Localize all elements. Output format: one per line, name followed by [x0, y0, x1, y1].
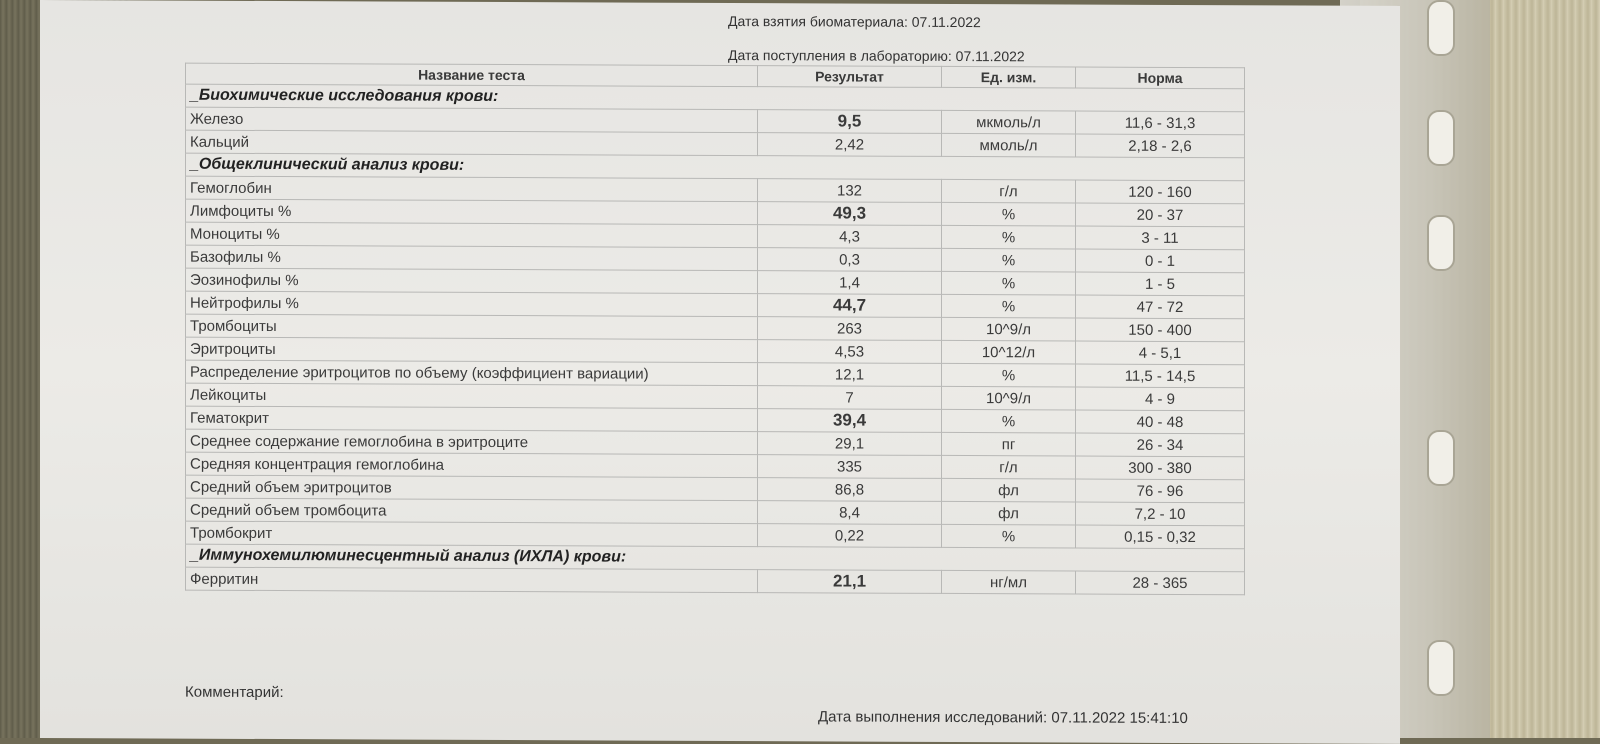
test-norm: 47 - 72: [1076, 295, 1245, 319]
results-body: [186, 84, 1245, 595]
test-result: 44,7: [758, 294, 942, 318]
test-result: 2,42: [758, 133, 942, 157]
test-norm: 11,5 - 14,5: [1076, 364, 1245, 388]
test-result: 12,1: [758, 363, 942, 387]
test-norm: 3 - 11: [1076, 226, 1245, 250]
sample-date: Дата взятия биоматериала: 07.11.2022: [728, 13, 981, 31]
test-unit: ммоль/л: [942, 133, 1076, 157]
test-unit: %: [942, 409, 1076, 433]
test-name: Гематокрит: [186, 406, 758, 431]
test-result: 86,8: [758, 478, 942, 502]
test-norm: 28 - 365: [1076, 571, 1245, 595]
test-unit: 10^9/л: [942, 386, 1076, 410]
test-name: Гемоглобин: [186, 176, 758, 201]
test-name: Эритроциты: [186, 337, 758, 362]
test-norm: 1 - 5: [1076, 272, 1245, 296]
test-result: 335: [758, 455, 942, 479]
table-row: [186, 567, 1245, 595]
test-unit: г/л: [942, 179, 1076, 203]
test-unit: мкмоль/л: [942, 110, 1076, 134]
results-table: [185, 63, 1245, 596]
test-norm: 4 - 5,1: [1076, 341, 1245, 365]
test-result: 0,3: [758, 248, 942, 272]
test-unit: %: [942, 294, 1076, 318]
test-norm: 300 - 380: [1076, 456, 1245, 480]
test-unit: нг/мл: [942, 570, 1076, 594]
test-unit: пг: [942, 432, 1076, 456]
test-name: Средний объем эритроцитов: [186, 475, 758, 500]
test-result: 1,4: [758, 271, 942, 295]
test-name: Кальций: [186, 130, 758, 155]
test-result: 0,22: [758, 524, 942, 548]
test-unit: %: [942, 202, 1076, 226]
test-result: 263: [758, 317, 942, 341]
lab-received-date: Дата поступления в лабораторию: 07.11.2022: [728, 47, 1025, 65]
test-name: Ферритин: [186, 567, 758, 592]
test-unit: %: [942, 248, 1076, 272]
test-name: Средний объем тромбоцита: [186, 498, 758, 523]
test-unit: %: [942, 271, 1076, 295]
test-norm: 0 - 1: [1076, 249, 1245, 273]
test-name: Лейкоциты: [186, 383, 758, 408]
punch-hole-icon: [1427, 640, 1455, 696]
test-result: 132: [758, 179, 942, 203]
test-name: Базофилы %: [186, 245, 758, 270]
column-header-unit: Ед. изм.: [942, 66, 1076, 88]
test-unit: %: [942, 363, 1076, 387]
test-result: 7: [758, 386, 942, 410]
test-norm: 76 - 96: [1076, 479, 1245, 503]
test-norm: 20 - 37: [1076, 203, 1245, 227]
test-name: Среднее содержание гемоглобина в эритроците: [186, 429, 758, 454]
test-result: 8,4: [758, 501, 942, 525]
lab-report-sheet: [40, 0, 1400, 744]
test-norm: 150 - 400: [1076, 318, 1245, 342]
test-name: Лимфоциты %: [186, 199, 758, 224]
section-title: _Общеклинический анализ крови:: [186, 153, 1245, 181]
test-norm: 40 - 48: [1076, 410, 1245, 434]
test-unit: %: [942, 524, 1076, 548]
test-name: Тромбокрит: [186, 521, 758, 546]
test-unit: фл: [942, 501, 1076, 525]
test-name: Распределение эритроцитов по объему (коэффициент вариации): [186, 360, 758, 385]
test-norm: 0,15 - 0,32: [1076, 525, 1245, 549]
test-unit: 10^12/л: [942, 340, 1076, 364]
punch-hole-icon: [1427, 215, 1455, 271]
test-result: 4,53: [758, 340, 942, 364]
section-title: _Иммунохемилюминесцентный анализ (ИХЛА) крови:: [186, 544, 1245, 572]
test-norm: 11,6 - 31,3: [1076, 111, 1245, 135]
test-norm: 4 - 9: [1076, 387, 1245, 411]
test-unit: фл: [942, 478, 1076, 502]
test-norm: 26 - 34: [1076, 433, 1245, 457]
test-name: Эозинофилы %: [186, 268, 758, 293]
completion-date: Дата выполнения исследований: 07.11.2022 15:41:10: [818, 708, 1188, 728]
punch-hole-icon: [1427, 430, 1455, 486]
test-result: 39,4: [758, 409, 942, 433]
test-result: 49,3: [758, 202, 942, 226]
test-name: Средняя концентрация гемоглобина: [186, 452, 758, 477]
test-result: 21,1: [758, 570, 942, 594]
test-norm: 120 - 160: [1076, 180, 1245, 204]
test-name: Моноциты %: [186, 222, 758, 247]
test-result: 9,5: [758, 110, 942, 134]
test-norm: 7,2 - 10: [1076, 502, 1245, 526]
test-result: 29,1: [758, 432, 942, 456]
section-title: _Биохимические исследования крови:: [186, 84, 1245, 112]
comment-label: Комментарий:: [185, 683, 284, 702]
test-norm: 2,18 - 2,6: [1076, 134, 1245, 158]
punch-hole-icon: [1427, 0, 1455, 56]
test-name: Нейтрофилы %: [186, 291, 758, 316]
column-header-test: Название теста: [186, 63, 758, 86]
punch-hole-icon: [1427, 110, 1455, 166]
test-unit: %: [942, 225, 1076, 249]
column-header-norm: Норма: [1076, 67, 1245, 89]
column-header-result: Результат: [758, 66, 942, 88]
test-name: Тромбоциты: [186, 314, 758, 339]
test-unit: г/л: [942, 455, 1076, 479]
test-name: Железо: [186, 107, 758, 132]
test-unit: 10^9/л: [942, 317, 1076, 341]
test-result: 4,3: [758, 225, 942, 249]
